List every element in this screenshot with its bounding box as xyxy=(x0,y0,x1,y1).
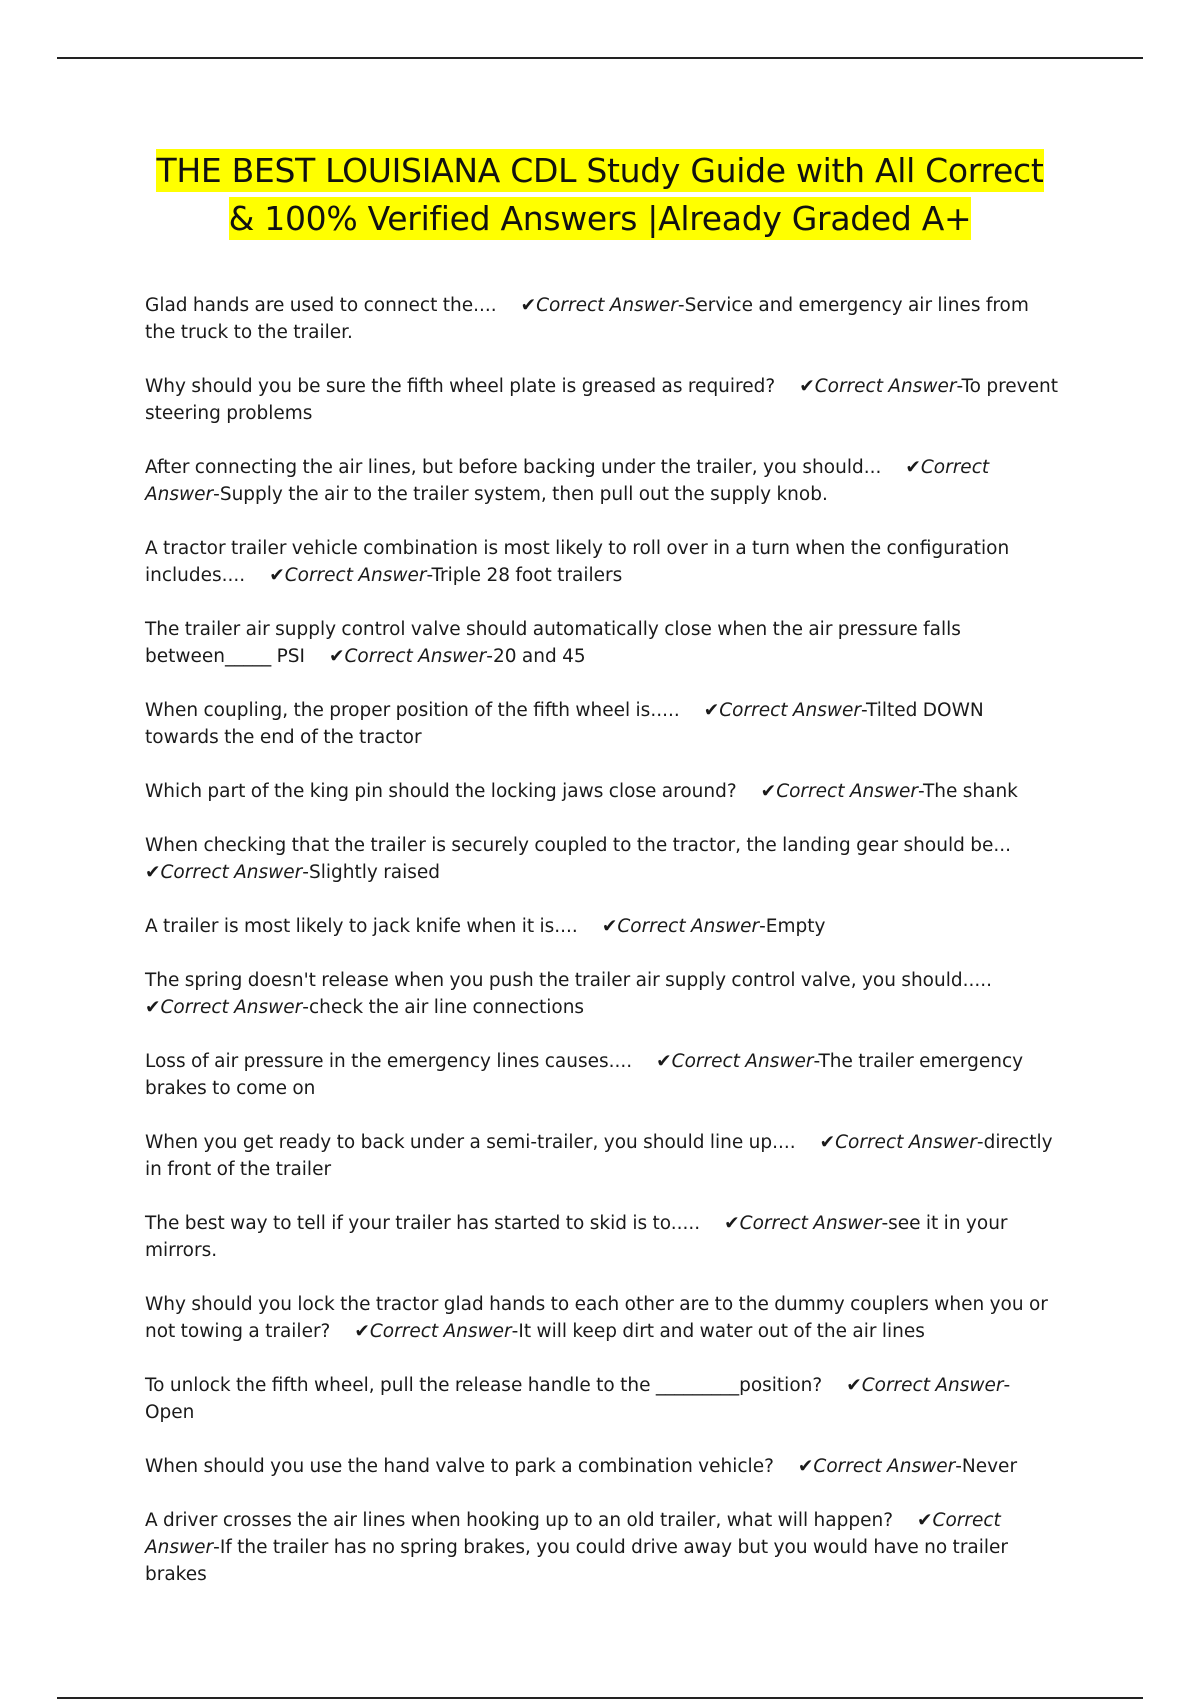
correct-answer-label: Correct Answer xyxy=(835,1132,977,1153)
answer-text: Never xyxy=(961,1456,1018,1477)
answer-text: The trailer emergency brakes to come on xyxy=(145,1051,1024,1099)
answer-dash: - xyxy=(486,646,493,667)
answer-dash: - xyxy=(213,484,220,505)
answer-text: Service and emergency air lines from the truck to the trailer. xyxy=(145,295,1029,343)
correct-answer-label: Correct Answer xyxy=(284,565,427,586)
answer-text: To prevent steering problems xyxy=(145,376,1058,424)
answer-dash: - xyxy=(956,376,962,397)
question-text: When you get ready to back under a semi-trailer, you should line up.... xyxy=(145,1132,796,1153)
question-text: A tractor trailer vehicle combination is most likely to roll over in a turn when the configuration includes.... xyxy=(145,538,1010,586)
correct-answer-label: Correct Answer xyxy=(719,700,862,721)
answer-dash: - xyxy=(917,781,923,802)
answer-text: It will keep dirt and water out of the air lines xyxy=(518,1321,925,1342)
correct-answer-label: Correct Answer xyxy=(145,457,990,505)
question-text: Why should you lock the tractor glad hands to each other are to the dummy couplers when you or not towing a trailer? xyxy=(145,1294,1048,1342)
correct-answer-label: Correct Answer xyxy=(739,1213,882,1234)
correct-answer-label: Correct Answer xyxy=(861,1375,1004,1396)
answer-text: If the trailer has no spring brakes, you could drive away but you would have no trailer brakes xyxy=(145,1537,1009,1585)
correct-answer-label: Correct Answer xyxy=(617,916,760,937)
question-text: After connecting the air lines, but before backing under the trailer, you should... xyxy=(145,457,882,478)
question-text: Loss of air pressure in the emergency lines causes.... xyxy=(145,1051,633,1072)
qa-item xyxy=(145,697,1060,751)
check-icon: ✔ xyxy=(520,295,537,316)
correct-answer-label: Correct Answer xyxy=(813,1456,956,1477)
check-icon: ✔ xyxy=(656,1051,672,1072)
correct-answer-label: Correct Answer xyxy=(369,1321,512,1342)
check-icon: ✔ xyxy=(846,1375,862,1396)
answer-text: Slightly raised xyxy=(308,862,441,883)
answer-dash: - xyxy=(677,295,685,316)
question-text: When checking that the trailer is securely coupled to the tractor, the landing gear should be... xyxy=(145,835,1011,856)
qa-item xyxy=(145,292,1060,346)
question-text: A trailer is most likely to jack knife when it is.... xyxy=(145,916,578,937)
correct-answer-label: Correct Answer xyxy=(776,781,918,802)
qa-item xyxy=(145,454,1060,508)
qa-item xyxy=(145,1129,1060,1183)
qa-item xyxy=(145,967,1060,1021)
answer-dash: - xyxy=(881,1213,889,1234)
question-text: Why should you be sure the fifth wheel plate is greased as required? xyxy=(145,376,776,397)
question-text: Glad hands are used to connect the.... xyxy=(145,295,497,316)
check-icon: ✔ xyxy=(917,1510,933,1531)
correct-answer-label: Correct Answer xyxy=(344,646,487,667)
answer-text: Triple 28 foot trailers xyxy=(431,565,623,586)
correct-answer-label: Correct Answer xyxy=(671,1051,814,1072)
check-icon: ✔ xyxy=(354,1321,370,1342)
answer-text: The shank xyxy=(922,781,1018,802)
question-text: The spring doesn't release when you push the trailer air supply control valve, you should..... xyxy=(145,970,993,991)
top-rule xyxy=(57,57,1143,59)
bottom-rule xyxy=(57,1697,1143,1699)
answer-text: Tilted DOWN towards the end of the tractor xyxy=(145,700,984,748)
correct-answer-label: Correct Answer xyxy=(145,1510,1001,1558)
correct-answer-label: Correct Answer xyxy=(814,376,957,397)
answer-text: Open xyxy=(145,1402,195,1423)
check-icon: ✔ xyxy=(145,997,161,1018)
check-icon: ✔ xyxy=(799,376,815,397)
check-icon: ✔ xyxy=(760,781,777,802)
answer-text: Supply the air to the trailer system, then pull out the supply knob. xyxy=(219,484,828,505)
check-icon: ✔ xyxy=(797,1456,814,1477)
answer-dash: - xyxy=(511,1321,519,1342)
check-icon: ✔ xyxy=(905,457,921,478)
qa-item xyxy=(145,913,1060,940)
qa-item xyxy=(145,1291,1060,1345)
document-title xyxy=(100,147,1100,243)
qa-list xyxy=(145,292,1060,1615)
question-text: To unlock the fifth wheel, pull the release handle to the _________position? xyxy=(145,1375,823,1396)
qa-item xyxy=(145,535,1060,589)
question-text: When coupling, the proper position of the fifth wheel is..... xyxy=(145,700,680,721)
qa-item xyxy=(145,1372,1060,1426)
qa-item xyxy=(145,1210,1060,1264)
check-icon: ✔ xyxy=(145,862,161,883)
qa-item xyxy=(145,616,1060,670)
check-icon: ✔ xyxy=(724,1213,740,1234)
correct-answer-label: Correct Answer xyxy=(160,997,303,1018)
answer-dash: - xyxy=(302,997,309,1018)
check-icon: ✔ xyxy=(328,646,345,667)
answer-text: 20 and 45 xyxy=(492,646,586,667)
question-text: The trailer air supply control valve should automatically close when the air pressure falls between_____ PSI xyxy=(145,619,961,667)
answer-dash: - xyxy=(1003,1375,1011,1396)
correct-answer-label: Correct Answer xyxy=(536,295,678,316)
title-line-1: THE BEST LOUISIANA CDL Study Guide with All Correct xyxy=(156,151,1044,190)
check-icon: ✔ xyxy=(819,1132,836,1153)
answer-dash: - xyxy=(813,1051,819,1072)
answer-dash: - xyxy=(976,1132,984,1153)
answer-dash: - xyxy=(955,1456,962,1477)
question-text: Which part of the king pin should the locking jaws close around? xyxy=(145,781,737,802)
answer-text: directly in front of the trailer xyxy=(145,1132,1053,1180)
qa-item xyxy=(145,1507,1060,1588)
question-text: When should you use the hand valve to park a combination vehicle? xyxy=(145,1456,774,1477)
answer-dash: - xyxy=(302,862,309,883)
check-icon: ✔ xyxy=(601,916,618,937)
qa-item xyxy=(145,1048,1060,1102)
qa-item xyxy=(145,1453,1060,1480)
qa-item xyxy=(145,832,1060,886)
answer-dash: - xyxy=(759,916,766,937)
title-line-2: & 100% Verified Answers |Already Graded A+ xyxy=(228,199,972,238)
answer-dash: - xyxy=(426,565,432,586)
check-icon: ✔ xyxy=(703,700,720,721)
qa-item xyxy=(145,373,1060,427)
qa-item xyxy=(145,778,1060,805)
question-text: The best way to tell if your trailer has started to skid is to..... xyxy=(145,1213,701,1234)
answer-text: check the air line connections xyxy=(308,997,585,1018)
answer-dash: - xyxy=(213,1537,220,1558)
correct-answer-label: Correct Answer xyxy=(160,862,303,883)
answer-text: Empty xyxy=(765,916,826,937)
answer-text: see it in your mirrors. xyxy=(145,1213,1008,1261)
check-icon: ✔ xyxy=(269,565,285,586)
question-text: A driver crosses the air lines when hooking up to an old trailer, what will happen? xyxy=(145,1510,894,1531)
answer-dash: - xyxy=(861,700,867,721)
